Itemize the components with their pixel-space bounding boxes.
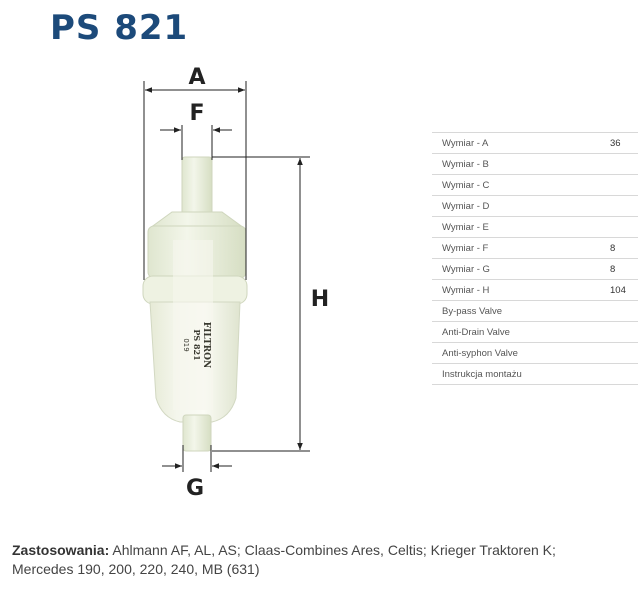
spec-row — [432, 217, 638, 238]
spec-row — [432, 133, 638, 154]
product-small-print: 019 — [182, 338, 190, 352]
spec-label: Wymiar - H — [432, 280, 610, 301]
spec-value — [610, 154, 638, 175]
spec-label: Wymiar - B — [432, 154, 610, 175]
spec-value — [610, 301, 638, 322]
spec-value — [610, 343, 638, 364]
spec-value — [610, 196, 638, 217]
spec-row — [432, 301, 638, 322]
dimension-a-label: A — [188, 65, 206, 90]
dimension-f — [160, 125, 232, 160]
spec-value: 36 — [610, 133, 638, 154]
spec-row — [432, 364, 638, 385]
spec-row — [432, 154, 638, 175]
spec-row — [432, 280, 638, 301]
filter-product — [143, 157, 247, 451]
spec-row — [432, 343, 638, 364]
spec-label: By-pass Valve — [432, 301, 610, 322]
spec-label: Wymiar - E — [432, 217, 610, 238]
spec-value: 104 — [610, 280, 638, 301]
applications-list: Ahlmann AF, AL, AS; Claas-Combines Ares, Celtis; Krieger Traktoren K; Mercedes 190, 200, 220, 240, MB (631) — [12, 542, 556, 577]
spec-label: Wymiar - C — [432, 175, 610, 196]
applications-text — [12, 541, 612, 579]
applications-label: Zastosowania: — [12, 542, 110, 558]
spec-row — [432, 259, 638, 280]
spec-value: 8 — [610, 238, 638, 259]
spec-label: Instrukcja montażu — [432, 364, 610, 385]
spec-value — [610, 217, 638, 238]
dimension-g-label: G — [185, 476, 205, 501]
spec-value — [610, 175, 638, 196]
spec-row — [432, 175, 638, 196]
spec-row — [432, 196, 638, 217]
product-title: PS 821 — [50, 8, 189, 48]
dimension-f-label: F — [189, 101, 205, 126]
spec-label: Wymiar - D — [432, 196, 610, 217]
spec-label: Anti-Drain Valve — [432, 322, 610, 343]
spec-label: Wymiar - A — [432, 133, 610, 154]
spec-label: Anti-syphon Valve — [432, 343, 610, 364]
spec-label: Wymiar - F — [432, 238, 610, 259]
product-code-print: PS 821 — [192, 329, 202, 361]
spec-value: 8 — [610, 259, 638, 280]
spec-label: Wymiar - G — [432, 259, 610, 280]
dimension-h-label: H — [310, 287, 330, 312]
spec-row — [432, 322, 638, 343]
product-brand-print: FILTRON — [201, 321, 211, 369]
spec-value — [610, 364, 638, 385]
dimensions-table — [432, 132, 638, 385]
spec-row — [432, 238, 638, 259]
spec-value — [610, 322, 638, 343]
